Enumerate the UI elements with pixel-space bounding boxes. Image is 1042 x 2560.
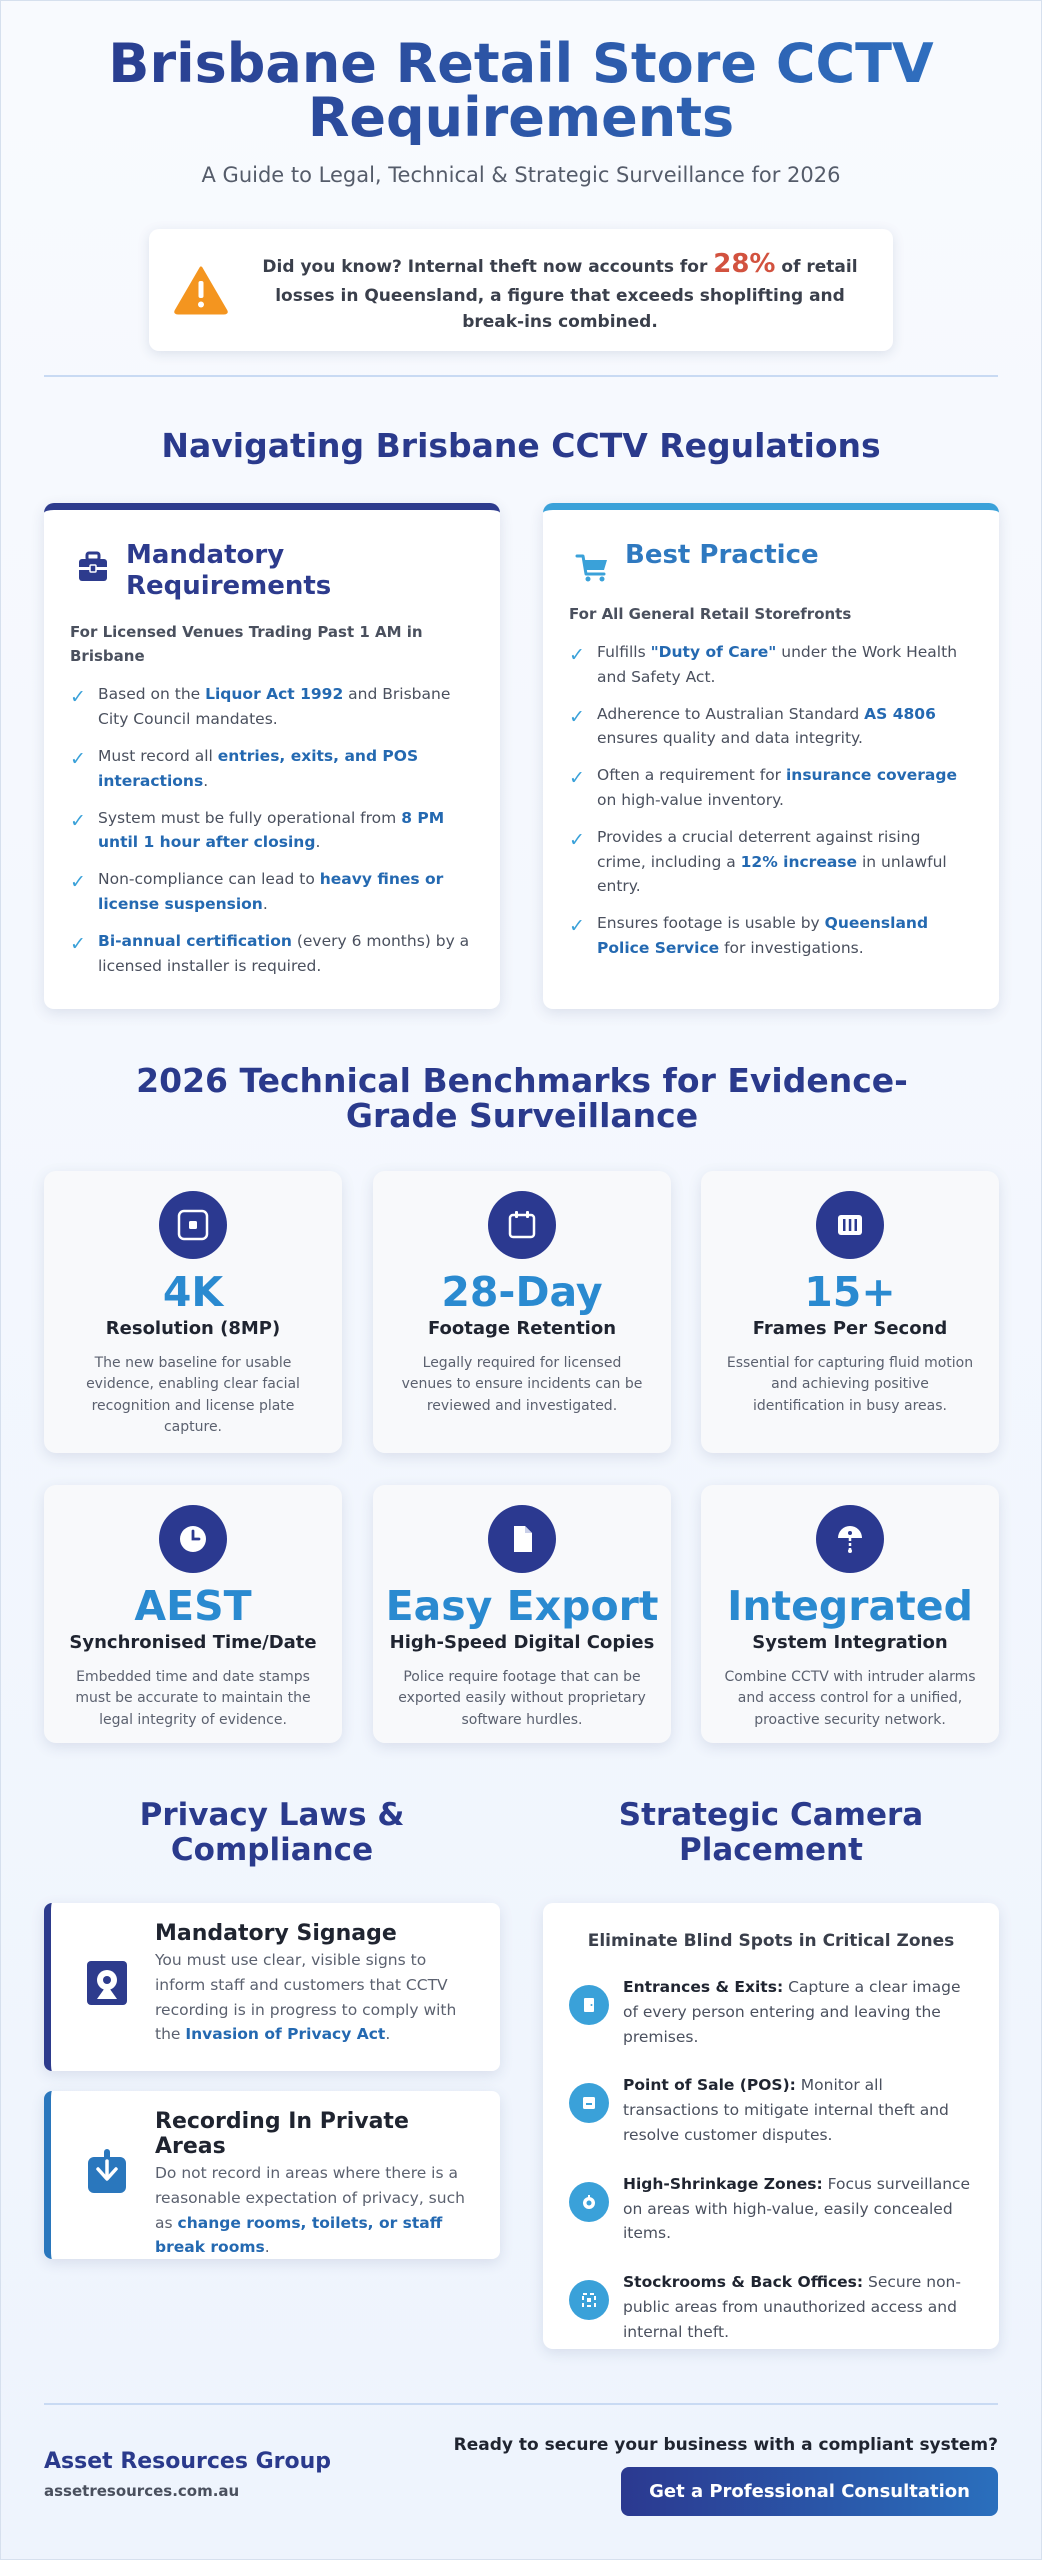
clock-icon [159, 1505, 227, 1573]
mandatory-subtitle: For Licensed Venues Trading Past 1 AM in Brisbane [70, 623, 423, 666]
list-item: High-Shrinkage Zones: Focus surveillance on areas with high-value, easily concealed items. [569, 2172, 973, 2246]
brand-name: Asset Resources Group [44, 2449, 332, 2474]
file-icon [488, 1505, 556, 1573]
target-icon [569, 2182, 609, 2222]
check-icon: ✓ [569, 644, 585, 666]
warning-icon [173, 265, 229, 315]
benchmark-card [44, 1171, 342, 1453]
placement-title: Strategic Camera Placement [618, 1797, 924, 1868]
consultation-button[interactable]: Get a Professional Consultation [621, 2467, 998, 2516]
benchmark-card [701, 1171, 999, 1453]
network-icon [816, 1505, 884, 1573]
benchmark-value: Easy Export [385, 1582, 659, 1630]
best-practice-subtitle: For All General Retail Storefronts [569, 605, 852, 623]
footer-brand [44, 2449, 331, 2500]
check-icon: ✓ [70, 747, 86, 770]
benchmark-label: Resolution (8MP) [105, 1318, 281, 1340]
list-item: ✓ Fulfills "Duty of Care" under the Work Health and Safety Act. [569, 640, 973, 690]
film-icon [816, 1191, 884, 1259]
best-practice-card [543, 503, 999, 1009]
privacy-card-text: You must use clear, visible signs to inform staff and customers that CCTV recording is in progress to comply with the Invasion of Privacy Act. [155, 1951, 457, 2044]
privacy-card-text: Do not record in areas where there is a reasonable expectation of privacy, such as change rooms, toilets, or staff break rooms. [155, 2164, 465, 2257]
privacy-card-signage [44, 1903, 500, 2071]
privacy-card-private-areas [44, 2091, 500, 2259]
check-icon: ✓ [569, 767, 585, 790]
benchmark-card [44, 1485, 342, 1743]
page-title: Brisbane Retail Store CCTV Requirements [91, 37, 951, 145]
benchmark-card [373, 1485, 671, 1743]
privacy-title: Privacy Laws & Compliance [139, 1797, 405, 1868]
check-icon: ✓ [569, 828, 585, 851]
benchmark-label: High-Speed Digital Copies [389, 1632, 655, 1654]
check-icon: ✓ [70, 686, 86, 709]
check-icon: ✓ [70, 809, 86, 832]
benchmark-desc: Police require footage that can be exported easily without proprietary software hurdles. [398, 1669, 646, 1728]
list-item: ✓ Based on the Liquor Act 1992 and Brisbane City Council mandates. [70, 682, 474, 732]
benchmark-value: AEST [134, 1582, 252, 1630]
header [1, 1, 1041, 351]
mandatory-list [70, 682, 474, 978]
benchmark-value: 4K [162, 1268, 224, 1316]
check-icon: ✓ [70, 871, 86, 894]
camera-placement-card [543, 1903, 999, 2349]
page-subtitle: A Guide to Legal, Technical & Strategic Surveillance for 2026 [201, 163, 841, 187]
no-record-icon [85, 2147, 129, 2195]
check-icon: ✓ [569, 915, 585, 938]
list-item: ✓ Often a requirement for insurance coverage on high-value inventory. [569, 763, 973, 813]
list-item: ✓ Must record all entries, exits, and POS interactions. [70, 744, 474, 794]
benchmark-value: Integrated [727, 1582, 973, 1630]
benchmark-card [701, 1485, 999, 1743]
benchmark-desc: Combine CCTV with intruder alarms and access control for a unified, proactive security network. [724, 1669, 976, 1728]
check-icon: ✓ [70, 932, 86, 955]
list-item: ✓ Adherence to Australian Standard AS 4806 ensures quality and data integrity. [569, 702, 973, 752]
theft-stat: 28% [713, 249, 776, 279]
check-icon: ✓ [569, 705, 585, 728]
door-icon [569, 1985, 609, 2025]
privacy-card-title: Mandatory Signage [155, 1921, 397, 1946]
stat-callout [149, 229, 893, 351]
sign-icon [85, 1959, 129, 2007]
list-item: ✓ System must be fully operational from 8 PM until 1 hour after closing. [70, 806, 474, 856]
benchmark-desc: Essential for capturing fluid motion and achieving positive identification in busy areas. [726, 1355, 974, 1414]
benchmark-value: 15+ [804, 1268, 896, 1316]
placement-heading: Eliminate Blind Spots in Critical Zones [587, 1931, 955, 1951]
benchmark-desc: The new baseline for usable evidence, enabling clear facial recognition and license plate capture. [86, 1355, 300, 1435]
brand-website[interactable]: assetresources.com.au [44, 2482, 240, 2500]
callout-text: Did you know? Internal theft now accounts for 28% of retail losses in Queensland, a figure that exceeds shoplifting and break-ins combined. [262, 249, 858, 332]
list-item: Stockrooms & Back Offices: Secure non-public areas from unauthorized access and internal theft. [569, 2270, 973, 2344]
benchmarks-title: 2026 Technical Benchmarks for Evidence-Grade Surveillance [136, 1061, 908, 1135]
benchmark-label: Frames Per Second [752, 1318, 948, 1340]
list-item: Entrances & Exits: Capture a clear image of every person entering and leaving the premises. [569, 1975, 973, 2049]
list-item: Point of Sale (POS): Monitor all transactions to mitigate internal theft and resolve customer disputes. [569, 2073, 973, 2147]
box-icon [569, 2280, 609, 2320]
regulations-title: Navigating Brisbane CCTV Regulations [161, 426, 881, 465]
calendar-icon [488, 1191, 556, 1259]
mandatory-title: Mandatory Requirements [126, 540, 332, 602]
benchmark-label: System Integration [752, 1632, 948, 1654]
benchmark-value: 28-Day [441, 1268, 603, 1316]
benchmark-label: Footage Retention [427, 1318, 617, 1340]
best-practice-title: Best Practice [625, 540, 819, 570]
benchmark-desc: Legally required for licensed venues to ensure incidents can be reviewed and investigated. [401, 1355, 643, 1414]
list-item: ✓ Non-compliance can lead to heavy fines or license suspension. [70, 867, 474, 917]
privacy-card-title: Recording In Private Areas [155, 2109, 409, 2159]
benchmark-desc: Embedded time and date stamps must be accurate to maintain the legal integrity of evidence. [75, 1669, 311, 1728]
cta-question: Ready to secure your business with a compliant system? [453, 2435, 998, 2455]
benchmark-label: Synchronised Time/Date [69, 1632, 317, 1654]
benchmark-card [373, 1171, 671, 1453]
mandatory-requirements-card [44, 503, 500, 1009]
list-item: ✓ Provides a crucial deterrent against rising crime, including a 12% increase in unlawful entry. [569, 825, 973, 899]
register-icon [569, 2083, 609, 2123]
list-item: ✓ Bi-annual certification (every 6 months) by a licensed installer is required. [70, 929, 474, 979]
divider [44, 375, 998, 377]
camera-icon [159, 1191, 227, 1259]
list-item: ✓ Ensures footage is usable by Queensland Police Service for investigations. [569, 911, 973, 961]
best-practice-list [569, 640, 973, 961]
store-icon [575, 550, 609, 584]
footer-cta-area [454, 2435, 998, 2516]
briefcase-icon [76, 550, 110, 584]
footer-divider [44, 2403, 998, 2405]
